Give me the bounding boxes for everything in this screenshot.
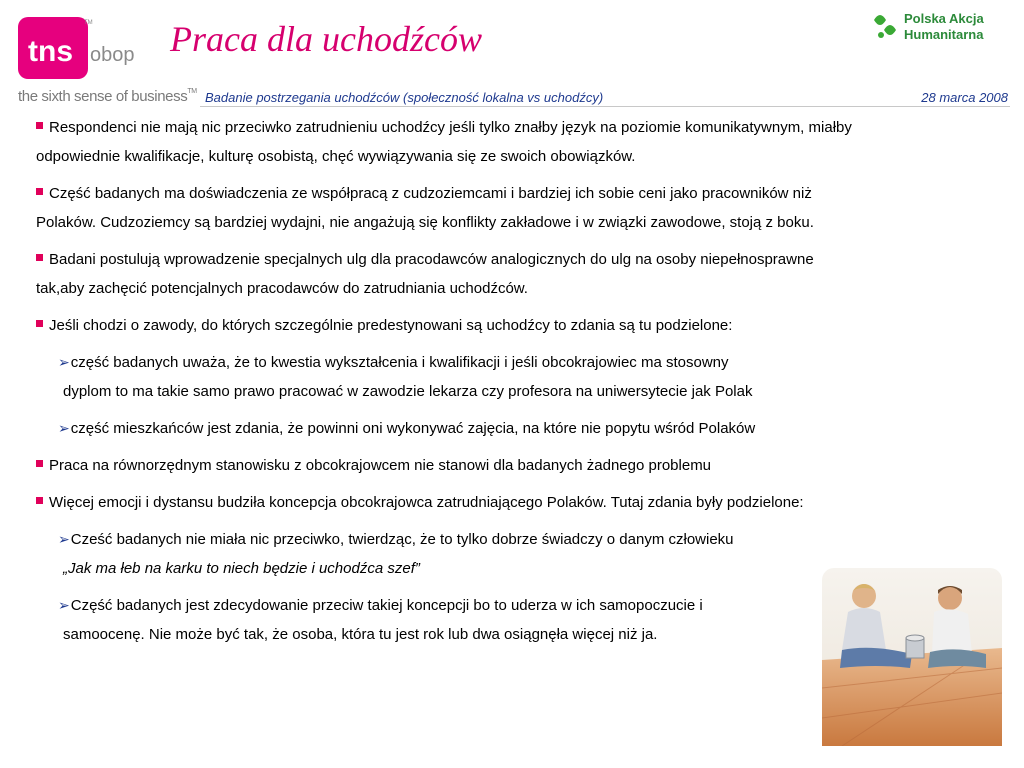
svg-text:obop: obop <box>90 44 135 66</box>
bullet-item: Badani postulują wprowadzenie specjalnych ulg dla pracodawców analogicznych do ulg na osoby niepełnosprawne tak,aby zachęcić potencjalnych pracodawców do zatrudniania uchodźców. <box>36 251 814 297</box>
quote: „Jak ma łeb na karku to niech będzie i uchodźca szef” <box>63 560 420 577</box>
bullet-item: Część badanych ma doświadczenia ze współpracą z cudzoziemcami i bardziej ich sobie ceni jako pracowników niż Polaków. Cudzoziemcy są bardziej wydajni, nie angażują się konflikty zakładowe i w związki zawodowe, stoją z boku. <box>36 185 814 231</box>
svg-text:tns: tns <box>28 35 73 68</box>
sub-bullet-item: ➢część mieszkańców jest zdania, że powinni oni wykonywać zajęcia, na które nie popytu wśród Polaków <box>58 420 756 437</box>
slide-content <box>36 113 866 657</box>
arrow-bullet-icon: ➢ <box>58 354 70 370</box>
svg-text:Humanitarna: Humanitarna <box>904 27 984 42</box>
square-bullet-icon <box>36 188 43 195</box>
tagline: the sixth sense of business™ <box>18 88 197 105</box>
tns-obop-logo <box>18 17 160 83</box>
arrow-bullet-icon: ➢ <box>58 420 70 436</box>
square-bullet-icon <box>36 460 43 467</box>
sub-bullet-item: ➢część badanych uważa, że to kwestia wykształcenia i kwalifikacji i jeśli obcokrajowiec ma stosowny dyplom to ma takie samo prawo pracować w zawodzie lekarza czy profesora na uniwersytecie jak Polak <box>58 354 753 400</box>
arrow-bullet-icon: ➢ <box>58 597 70 613</box>
bullet-item: Jeśli chodzi o zawody, do których szczególnie predestynowani są uchodźcy to zdania są tu podzielone: <box>36 311 866 340</box>
bullet-item: Praca na równorzędnym stanowisku z obcokrajowcem nie stanowi dla badanych żadnego problemu <box>36 451 866 480</box>
svg-text:TM: TM <box>84 20 93 27</box>
square-bullet-icon <box>36 254 43 261</box>
square-bullet-icon <box>36 122 43 129</box>
bullet-item: Więcej emocji i dystansu budziła koncepcja obcokrajowca zatrudniającego Polaków. Tutaj zdania były podzielone: <box>36 488 826 517</box>
sub-bullet-item: ➢Część badanych jest zdecydowanie przeciw takiej koncepcji bo to uderza w ich samopoczucie i samoocenę. Nie może być tak, że osoba, która tu jest rok lub dwa osiągnęła więcej niż ja. <box>58 597 703 643</box>
page-title: Praca dla uchodźców <box>170 19 482 59</box>
svg-text:Polska Akcja: Polska Akcja <box>904 11 984 26</box>
slide-date: 28 marca 2008 <box>921 90 1008 105</box>
bullet-item: Respondenci nie mają nic przeciwko zatrudnieniu uchodźcy jeśli tylko znałby język na poziomie komunikatywnym, miałby odpowiednie kwalifikacje, kulturę osobistą, chęć wywiązywania się ze swoich obowiązków. <box>36 119 852 165</box>
arrow-bullet-icon: ➢ <box>58 531 70 547</box>
square-bullet-icon <box>36 320 43 327</box>
photo-people-renovating <box>822 568 1002 746</box>
square-bullet-icon <box>36 497 43 504</box>
header-divider <box>200 106 1010 107</box>
slide-subtitle: Badanie postrzegania uchodźców (społeczność lokalna vs uchodźcy) <box>205 90 604 105</box>
polska-akcja-humanitarna-logo <box>868 8 1018 44</box>
sub-bullet-item: ➢Cześć badanych nie miała nic przeciwko, twierdząc, że to tylko dobrze świadczy o danym człowieku „Jak ma łeb na karku to niech będzie i uchodźca szef” <box>58 525 866 583</box>
